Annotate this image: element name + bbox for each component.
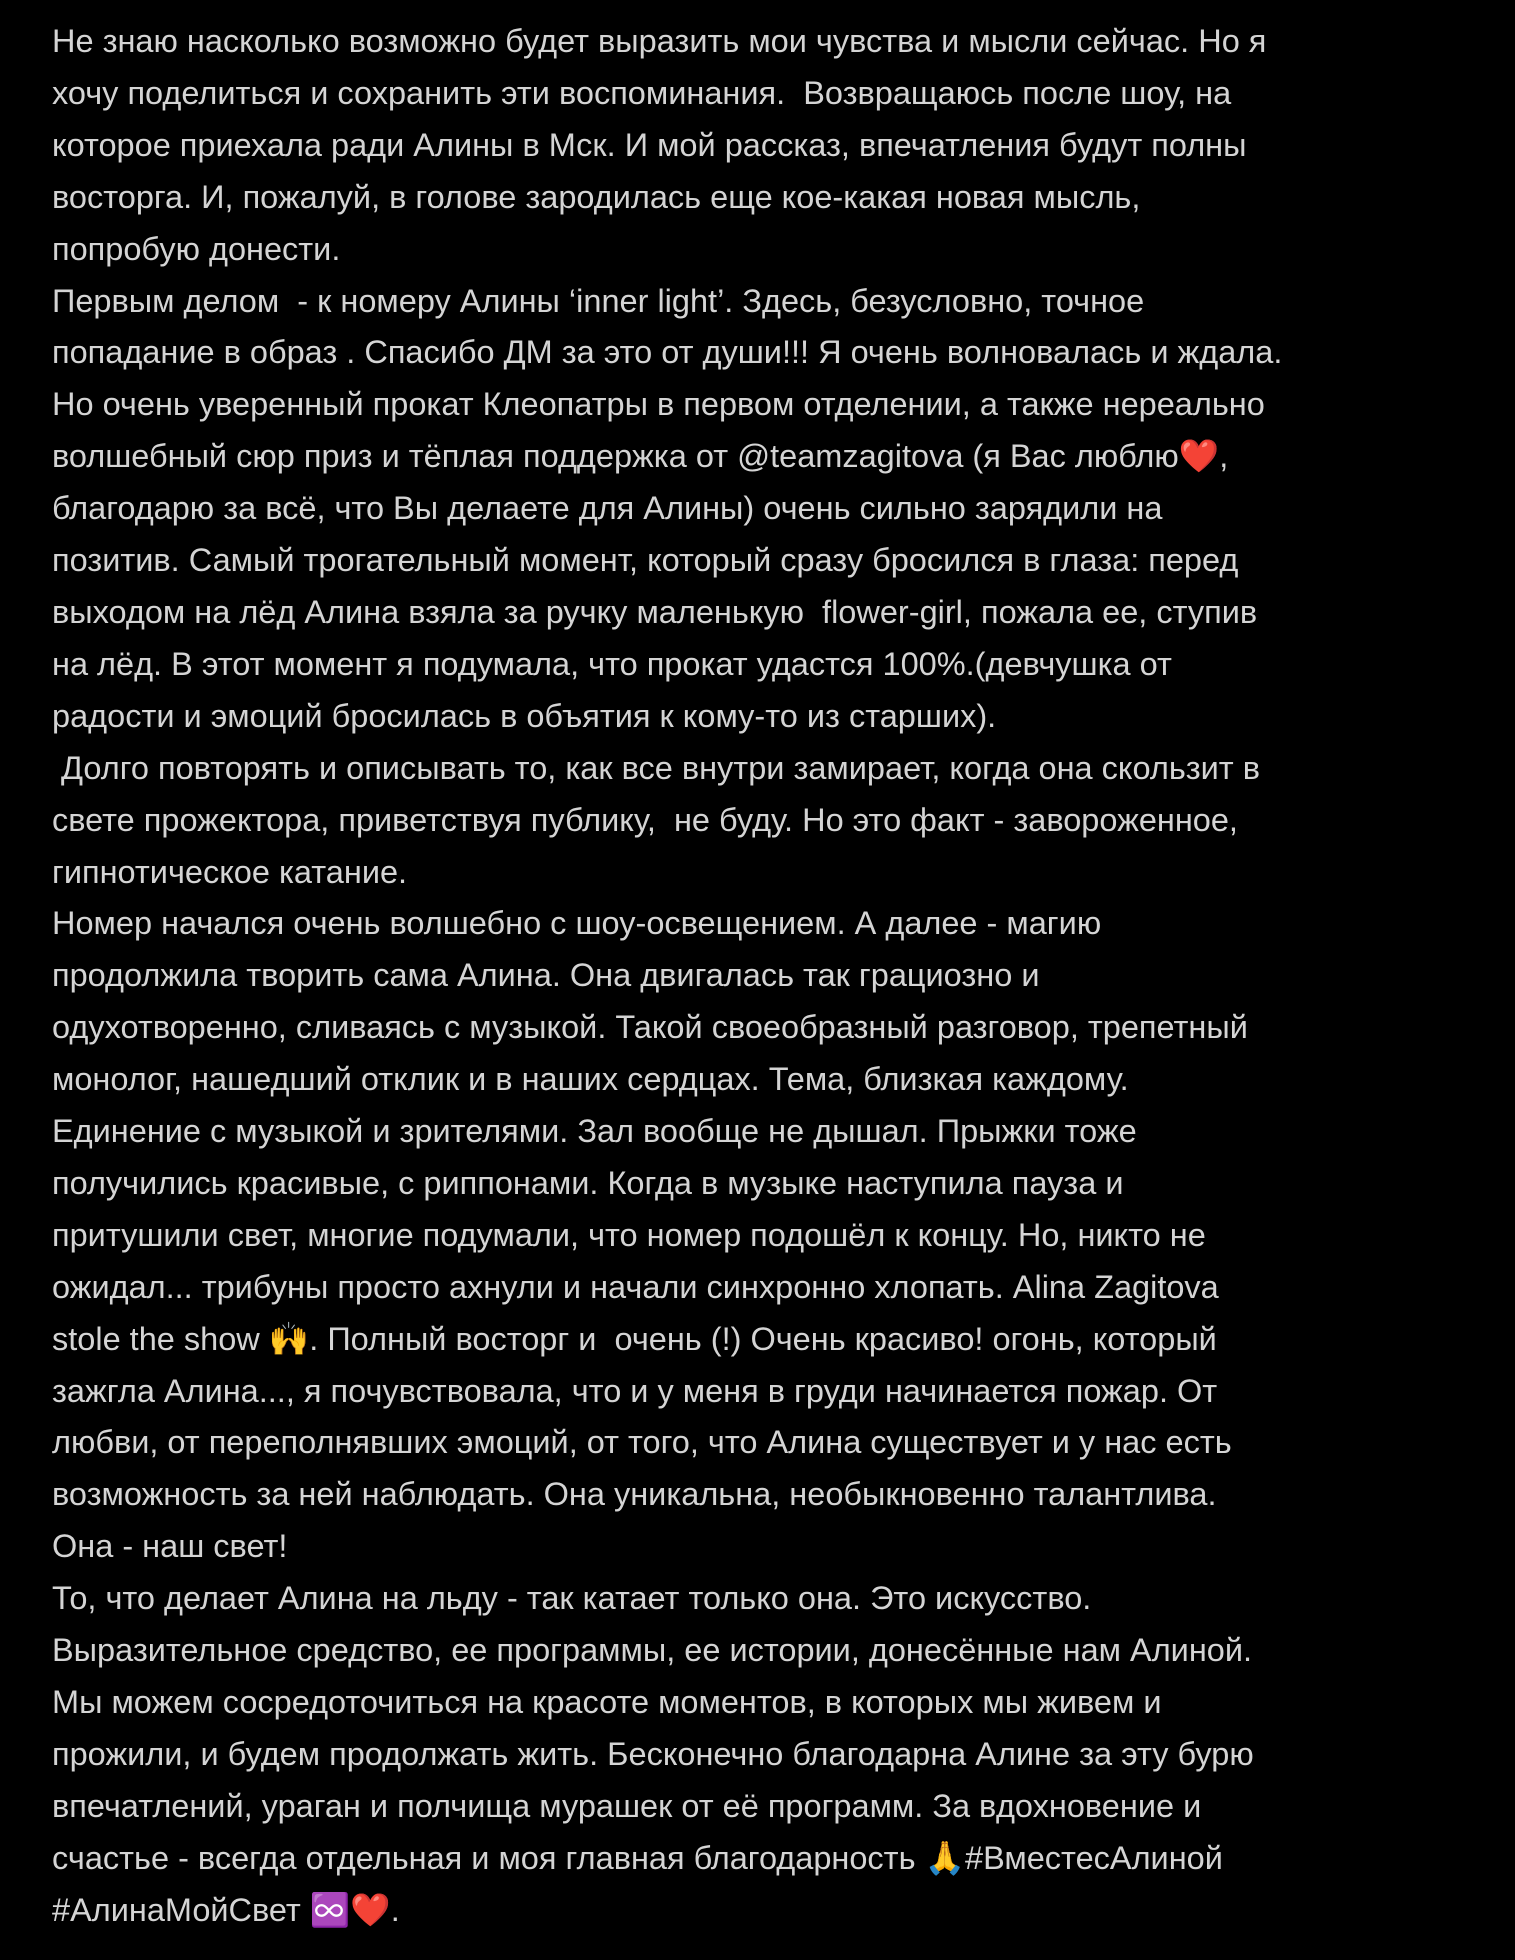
text-line: Она - наш свет! <box>52 1528 288 1565</box>
text-line: монолог, нашедший отклик и в наших сердцах. Тема, близкая каждому. <box>52 1061 1129 1098</box>
text-line: свете прожектора, приветствуя публику, не буду. Но это факт - завороженное, <box>52 801 1238 838</box>
text-line: волшебный сюр приз и тёплая поддержка от @teamzagitova (я Вас люблю❤️, <box>52 438 1229 475</box>
text-line: притушили свет, многие подумали, что номер подошёл к концу. Но, никто не <box>52 1216 1206 1253</box>
text-line: радости и эмоций бросилась в объятия к кому-то из старших). <box>52 697 997 734</box>
text-line: любви, от переполнявших эмоций, от того, что Алина существует и у нас есть <box>52 1424 1232 1461</box>
text-line: зажгла Алина..., я почувствовала, что и у меня в груди начинается пожар. От <box>52 1372 1218 1409</box>
text-line: Первым делом - к номеру Алины ‘inner light’. Здесь, безусловно, точное <box>52 282 1145 319</box>
text-line: Не знаю насколько возможно будет выразить мои чувства и мысли сейчас. Но я <box>52 23 1267 59</box>
note-text-area[interactable] <box>52 16 1472 1937</box>
text-line: возможность за ней наблюдать. Она уникальна, необыкновенно талантлива. <box>52 1476 1217 1513</box>
text-line: получились красивые, с риппонами. Когда в музыке наступила пауза и <box>52 1164 1124 1201</box>
text-line: восторга. И, пожалуй, в голове зародилась еще кое-какая новая мысль, <box>52 178 1141 215</box>
text-line: #АлинаМойСвет ♾️❤️. <box>52 1891 400 1928</box>
text-line: Единение с музыкой и зрителями. Зал вообще не дышал. Прыжки тоже <box>52 1113 1137 1150</box>
text-line: которое приехала ради Алины в Мск. И мой рассказ, впечатления будут полны <box>52 126 1247 163</box>
text-line: stole the show 🙌. Полный восторг и очень (!) Очень красиво! огонь, который <box>52 1320 1217 1357</box>
text-line: Номер начался очень волшебно с шоу-освещением. А далее - магию <box>52 905 1102 942</box>
text-line: Долго повторять и описывать то, как все внутри замирает, когда она скользит в <box>52 749 1260 786</box>
text-line: продолжила творить сама Алина. Она двигалась так грациозно и <box>52 957 1040 994</box>
text-line: выходом на лёд Алина взяла за ручку маленькую flower-girl, пожала ее, ступив <box>52 593 1258 630</box>
text-line: одухотворенно, сливаясь с музыкой. Такой своеобразный разговор, трепетный <box>52 1009 1248 1046</box>
text-line: попадание в образ . Спасибо ДМ за это от души!!! Я очень волновалась и ждала. <box>52 334 1283 371</box>
text-line: Мы можем сосредоточиться на красоте моментов, в которых мы живем и <box>52 1684 1162 1720</box>
text-line: попробую донести. <box>52 230 341 267</box>
text-line: хочу поделиться и сохранить эти воспоминания. Возвращаюсь после шоу, на <box>52 74 1232 111</box>
text-line: благодарю за всё, что Вы делаете для Алины) очень сильно зарядили на <box>52 490 1163 527</box>
text-line: на лёд. В этот момент я подумала, что прокат удастся 100%.(девчушка от <box>52 645 1172 682</box>
text-line: впечатлений, ураган и полчища мурашек от её программ. За вдохновение и <box>52 1787 1202 1824</box>
text-line: Но очень уверенный прокат Клеопатры в первом отделении, а также нереально <box>52 386 1265 423</box>
text-line: гипнотическое катание. <box>52 853 408 890</box>
text-line: То, что делает Алина на льду - так катает только она. Это искусство. <box>52 1580 1092 1617</box>
text-line: ожидал... трибуны просто ахнули и начали синхронно хлопать. Alina Zagitova <box>52 1268 1219 1305</box>
text-line: счастье - всегда отдельная и моя главная благодарность 🙏#ВместеcАлиной <box>52 1839 1223 1876</box>
text-line: позитив. Самый трогательный момент, который сразу бросился в глаза: перед <box>52 542 1239 579</box>
text-line: Выразительное средство, ее программы, ее истории, донесённые нам Алиной. <box>52 1632 1253 1669</box>
text-line: прожили, и будем продолжать жить. Бесконечно благодарна Алине за эту бурю <box>52 1735 1254 1772</box>
